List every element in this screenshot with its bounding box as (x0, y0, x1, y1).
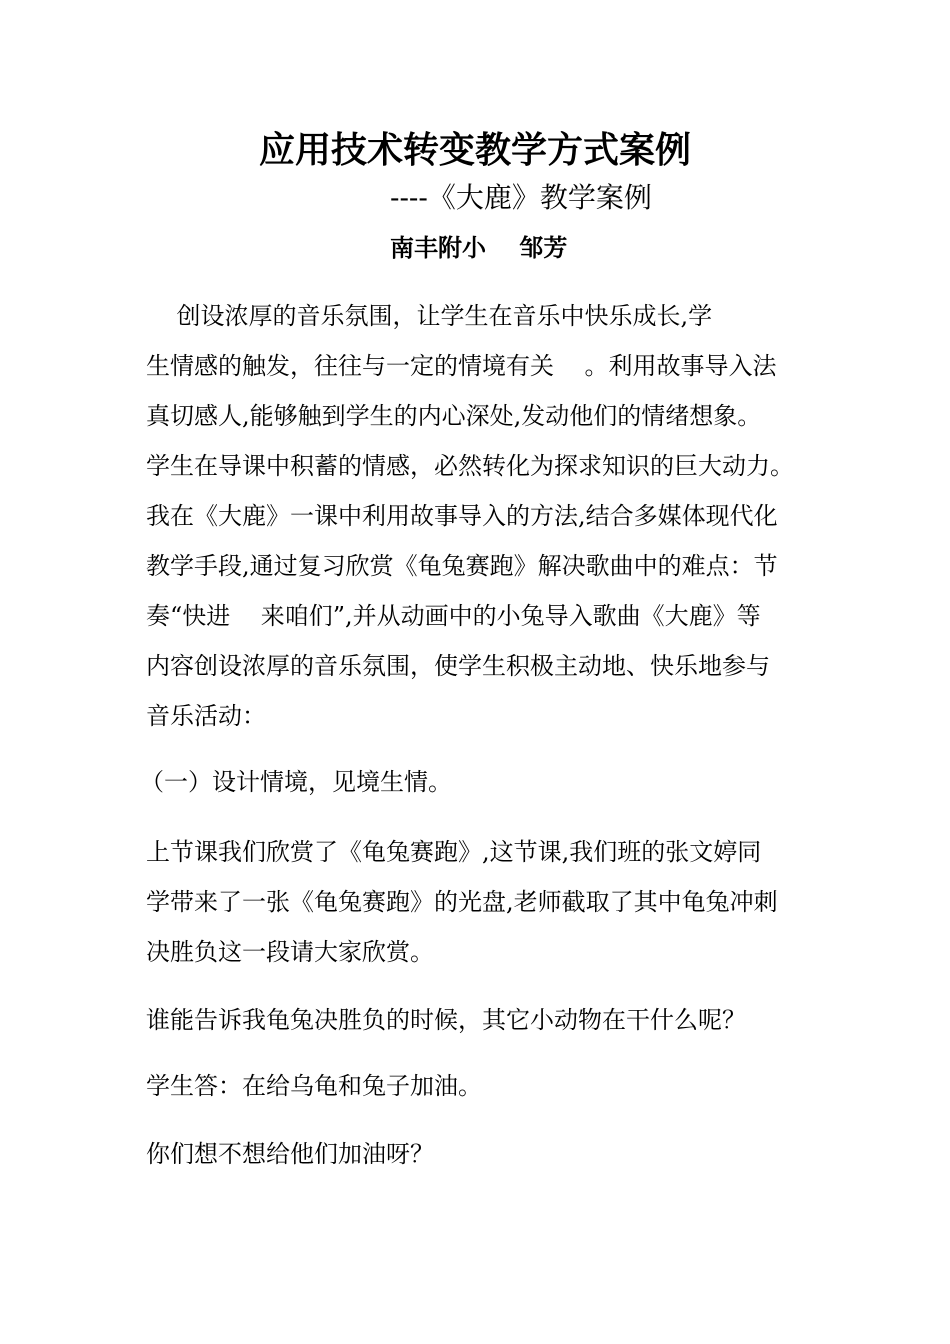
intro-line-7: 奏“快进 来咱们”,并从动画中的小兔导入歌曲《大鹿》等 (146, 602, 761, 630)
author-line: 南丰附小 邹芳 (390, 233, 568, 262)
intro-line-9: 音乐活动： (146, 702, 266, 730)
body-line-2: 学带来了一张《龟兔赛跑》的光盘,老师截取了其中龟兔冲刺 (146, 888, 778, 916)
intro-line-1: 创设浓厚的音乐氛围，让学生在音乐中快乐成长,学 (146, 302, 713, 330)
intro-line-6: 教学手段,通过复习欣赏《龟兔赛跑》解决歌曲中的难点：节 (146, 552, 778, 580)
intro-line-3: 真切感人,能够触到学生的内心深处,发动他们的情绪想象。 (146, 402, 762, 430)
intro-line-8: 内容创设浓厚的音乐氛围，使学生积极主动地、快乐地参与 (146, 652, 770, 680)
final-question-paragraph: 你们想不想给他们加油呀？ (146, 1140, 434, 1168)
document-title: 应用技术转变教学方式案例 (258, 129, 691, 171)
intro-line-5: 我在《大鹿》一课中利用故事导入的方法,结合多媒体现代化 (146, 502, 778, 530)
intro-line-4: 学生在导课中积蓄的情感，必然转化为探求知识的巨大动力。 (146, 452, 794, 480)
body-line-1: 上节课我们欣赏了《龟兔赛跑》,这节课,我们班的张文婷同 (146, 838, 762, 866)
question-paragraph: 谁能告诉我龟兔决胜负的时候，其它小动物在干什么呢？ (146, 1006, 746, 1034)
answer-paragraph: 学生答：在给乌龟和兔子加油。 (146, 1072, 482, 1100)
section-heading: （一）设计情境，见境生情。 (140, 768, 452, 796)
body-line-3: 决胜负这一段请大家欣赏。 (146, 938, 434, 966)
document-subtitle: ----《大鹿》教学案例 (390, 181, 652, 214)
intro-line-2: 生情感的触发，往往与一定的情境有关 。利用故事导入法 (146, 352, 777, 380)
